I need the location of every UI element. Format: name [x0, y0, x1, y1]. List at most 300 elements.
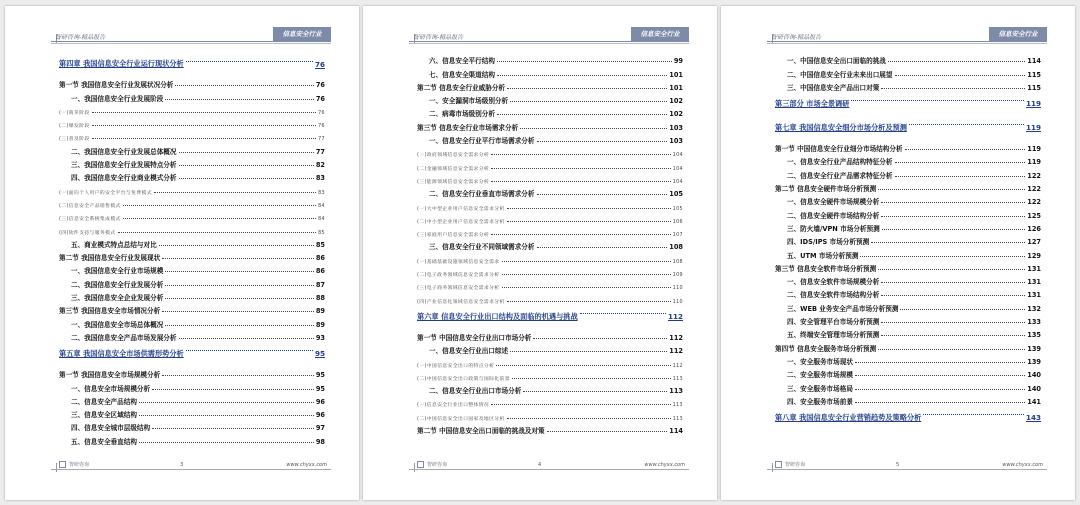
toc-entry-item[interactable]: [59, 103, 325, 116]
toc-leader-dots: [507, 301, 671, 302]
table-of-contents: [775, 52, 1041, 430]
toc-entry-title: 二、我国信息安全产品市场发展分析: [71, 333, 177, 342]
toc-entry-page: 141: [1027, 397, 1041, 406]
toc-entry-sub[interactable]: [59, 156, 325, 169]
toc-entry-page: 84: [318, 217, 325, 223]
toc-entry-section[interactable]: [417, 79, 683, 92]
toc-entry-chapter[interactable]: [775, 116, 1041, 140]
toc-entry-title: 二、中国信息安全行业未来出口展望: [787, 70, 893, 79]
toc-entry-title: 五、信息安全垂直结构: [71, 437, 137, 446]
toc-entry-section[interactable]: [417, 118, 683, 131]
toc-entry-page: 77: [318, 137, 325, 143]
toc-entry-page: 112: [667, 312, 683, 322]
toc-leader-dots: [92, 138, 317, 139]
toc-entry-sub[interactable]: [417, 52, 683, 65]
header-badge: 信息安全行业: [631, 27, 689, 41]
toc-entry-item[interactable]: [417, 158, 683, 171]
toc-leader-dots: [139, 442, 314, 443]
toc-entry-title: (三)家庭用户信息安全需求分析: [417, 233, 490, 239]
toc-entry-title: 第一节 中国信息安全行业出口市场分析: [417, 333, 532, 342]
toc-entry-item[interactable]: [417, 408, 683, 421]
toc-entry-sub[interactable]: [59, 89, 325, 102]
toc-leader-dots: [179, 178, 314, 179]
toc-leader-dots: [855, 389, 1025, 390]
toc-leader-dots: [154, 192, 316, 193]
toc-entry-sub[interactable]: [775, 246, 1041, 259]
toc-entry-sub[interactable]: [775, 353, 1041, 366]
toc-leader-dots: [175, 85, 313, 86]
toc-entry-title: (四)产业信息化领域信息安全需求分析: [417, 299, 505, 305]
toc-entry-title: (二)信息安全产品销售模式: [59, 203, 121, 209]
toc-entry-sub[interactable]: [59, 432, 325, 445]
toc-entry-sub[interactable]: [775, 166, 1041, 179]
toc-leader-dots: [162, 258, 314, 259]
brand-logo-icon: [775, 461, 782, 468]
toc-entry-title: (一)面向个人用户的安全平台与免费模式: [59, 190, 152, 196]
toc-leader-dots: [881, 282, 1025, 283]
toc-leader-dots: [520, 128, 667, 129]
toc-entry-title: 一、我国信息安全行业发展阶段: [71, 94, 164, 103]
toc-entry-title: 二、信息安全产品结构: [71, 397, 137, 406]
toc-entry-page: 139: [1027, 357, 1041, 366]
toc-entry-title: 二、病毒市场级别分析: [429, 110, 495, 119]
toc-entry-title: 七、信息安全渠道结构: [429, 70, 495, 79]
toc-entry-page: 115: [1027, 70, 1041, 79]
toc-entry-page: 101: [669, 70, 683, 79]
toc-entry-sub[interactable]: [417, 382, 683, 395]
toc-entry-page: 115: [1027, 83, 1041, 92]
toc-entry-sub[interactable]: [59, 142, 325, 155]
toc-entry-sub[interactable]: [775, 206, 1041, 219]
toc-entry-page: 96: [315, 411, 325, 420]
toc-entry-page: 119: [1025, 123, 1041, 133]
toc-entry-title: 一、我国信息安全行业市场规模: [71, 267, 164, 276]
toc-entry-item[interactable]: [417, 395, 683, 408]
toc-leader-dots: [165, 271, 314, 272]
toc-entry-title: (一)基础基础设施领域信息安全需求: [417, 259, 500, 265]
toc-entry-sub[interactable]: [775, 153, 1041, 166]
toc-entry-page: 126: [1027, 224, 1041, 233]
toc-entry-item[interactable]: [59, 129, 325, 142]
toc-entry-sub[interactable]: [775, 233, 1041, 246]
toc-entry-sub[interactable]: [59, 289, 325, 302]
toc-entry-page: 95: [315, 384, 325, 393]
toc-entry-page: 107: [672, 233, 683, 239]
toc-entry-page: 140: [1027, 384, 1041, 393]
toc-leader-dots: [909, 124, 1024, 125]
toc-entry-page: 119: [1027, 158, 1041, 167]
toc-entry-sub[interactable]: [775, 299, 1041, 312]
toc-entry-sub[interactable]: [59, 262, 325, 275]
brand-logo-icon: [59, 461, 66, 468]
toc-entry-title: 三、我国信息安全企业发展分析: [71, 294, 164, 303]
toc-entry-title: 四、安全服务市场前景: [787, 397, 853, 406]
toc-entry-section[interactable]: [417, 422, 683, 435]
toc-entry-page: 104: [672, 153, 683, 159]
toc-entry-title: 二、信息安全硬件市场结构分析: [787, 211, 880, 220]
toc-entry-title: 一、安全漏洞市场级别分析: [429, 97, 509, 106]
table-of-contents: [417, 52, 683, 435]
footer-brand-text: 智研咨询: [69, 462, 90, 468]
toc-entry-chapter[interactable]: [59, 52, 325, 76]
toc-entry-title: (一)信息安全行业出口整体情况: [417, 403, 490, 409]
toc-entry-page: 95: [315, 371, 325, 380]
toc-leader-dots: [871, 242, 1025, 243]
toc-entry-title: 二、信息安全软件市场结构分析: [787, 291, 880, 300]
toc-entry-sub[interactable]: [775, 286, 1041, 299]
toc-entry-title: 第二节 我国信息安全行业发展现状: [59, 254, 161, 263]
toc-entry-sub[interactable]: [59, 419, 325, 432]
toc-leader-dots: [878, 269, 1025, 270]
toc-entry-item[interactable]: [417, 278, 683, 291]
toc-entry-title: (二)中国信息安全出口国家及地区分析: [417, 416, 505, 422]
toc-entry-item[interactable]: [417, 145, 683, 158]
toc-leader-dots: [179, 338, 314, 339]
header-rule-thin: [409, 43, 689, 44]
header-rule-thin: [767, 43, 1047, 44]
toc-entry-item[interactable]: [417, 291, 683, 304]
toc-entry-title: 第三节 信息安全软件市场分析预测: [775, 264, 877, 273]
toc-entry-sub[interactable]: [417, 185, 683, 198]
toc-entry-item[interactable]: [417, 198, 683, 211]
toc-entry-sub[interactable]: [59, 236, 325, 249]
toc-entry-sub[interactable]: [59, 315, 325, 328]
toc-leader-dots: [580, 313, 666, 314]
toc-entry-section[interactable]: [775, 260, 1041, 273]
toc-entry-title: 五、商业模式特点总结与对比: [71, 240, 157, 249]
toc-entry-page: 104: [672, 179, 683, 185]
toc-leader-dots: [881, 295, 1025, 296]
toc-entry-page: 113: [672, 416, 683, 422]
toc-entry-page: 132: [1027, 304, 1041, 313]
page-number: 3: [180, 462, 184, 468]
document-page: [5, 6, 359, 500]
toc-entry-title: 第四章 我国信息安全行业运行现状分析: [59, 59, 184, 68]
toc-entry-page: 86: [315, 254, 325, 263]
toc-leader-dots: [491, 181, 671, 182]
toc-entry-title: 第八章 我国信息安全行业营销趋势及策略分析: [775, 412, 922, 422]
toc-entry-item[interactable]: [417, 265, 683, 278]
toc-entry-sub[interactable]: [775, 393, 1041, 406]
toc-entry-item[interactable]: [59, 209, 325, 222]
toc-leader-dots: [547, 431, 668, 432]
toc-entry-page: 112: [669, 333, 683, 342]
toc-entry-section[interactable]: [59, 366, 325, 379]
toc-entry-sub[interactable]: [59, 379, 325, 392]
toc-leader-dots: [895, 176, 1026, 177]
toc-entry-item[interactable]: [417, 225, 683, 238]
toc-entry-page: 102: [669, 110, 683, 119]
toc-entry-page: 108: [672, 259, 683, 265]
toc-entry-page: 108: [669, 243, 683, 252]
toc-entry-page: 112: [669, 347, 683, 356]
toc-entry-page: 76: [315, 94, 325, 103]
toc-leader-dots: [523, 391, 667, 392]
toc-leader-dots: [888, 61, 1025, 62]
toc-entry-item[interactable]: [417, 369, 683, 382]
toc-entry-page: 104: [672, 166, 683, 172]
toc-entry-title: 第三节 我国信息安全市场情况分析: [59, 307, 161, 316]
toc-leader-dots: [507, 418, 671, 419]
toc-leader-dots: [537, 194, 668, 195]
toc-entry-item[interactable]: [59, 196, 325, 209]
toc-entry-page: 131: [1027, 278, 1041, 287]
toc-entry-title: 四、IDS/IPS 市场分析预测: [787, 238, 870, 247]
toc-entry-title: 三、我国信息安全行业发展特点分析: [71, 161, 177, 170]
toc-entry-page: 103: [669, 137, 683, 146]
toc-entry-page: 122: [1027, 185, 1041, 194]
toc-entry-page: 76: [315, 81, 325, 90]
toc-entry-sub[interactable]: [417, 65, 683, 78]
table-of-contents: [59, 52, 325, 446]
toc-entry-page: 88: [315, 294, 325, 303]
header-left-text: 智研咨询-精品报告: [55, 34, 106, 41]
toc-entry-section[interactable]: [775, 180, 1041, 193]
toc-leader-dots: [162, 375, 314, 376]
toc-entry-page: 106: [672, 219, 683, 225]
toc-entry-title: 一、信息安全硬件市场规模分析: [787, 198, 880, 207]
footer-brand-text: 智研咨询: [785, 462, 806, 468]
toc-leader-dots: [123, 205, 316, 206]
toc-leader-dots: [510, 101, 667, 102]
toc-entry-page: 133: [1027, 318, 1041, 327]
toc-leader-dots: [491, 234, 671, 235]
toc-entry-section[interactable]: [775, 339, 1041, 352]
toc-leader-dots: [491, 168, 671, 169]
toc-entry-title: 第三部分 市场全景调研: [775, 98, 850, 108]
toc-leader-dots: [186, 350, 313, 351]
page-number: 4: [538, 462, 542, 468]
toc-entry-page: 87: [315, 280, 325, 289]
toc-entry-title: 五、UTM 市场分析预测: [787, 251, 859, 260]
toc-entry-page: 103: [669, 123, 683, 132]
toc-entry-sub[interactable]: [775, 273, 1041, 286]
toc-entry-page: 84: [318, 203, 325, 209]
toc-entry-title: (三)能源领域信息安全需求分析: [417, 179, 490, 185]
toc-leader-dots: [92, 112, 317, 113]
toc-leader-dots: [497, 61, 672, 62]
toc-leader-dots: [881, 335, 1025, 336]
toc-entry-sub[interactable]: [417, 342, 683, 355]
toc-entry-page: 98: [315, 437, 325, 446]
toc-leader-dots: [537, 141, 668, 142]
toc-leader-dots: [881, 202, 1025, 203]
toc-leader-dots: [851, 100, 1024, 101]
toc-leader-dots: [179, 165, 314, 166]
toc-entry-page: 110: [672, 299, 683, 305]
toc-entry-page: 77: [315, 147, 325, 156]
toc-leader-dots: [923, 414, 1024, 415]
toc-leader-dots: [165, 325, 314, 326]
toc-leader-dots: [165, 285, 314, 286]
toc-entry-sub[interactable]: [59, 329, 325, 342]
toc-entry-page: 122: [1027, 198, 1041, 207]
toc-entry-sub[interactable]: [775, 65, 1041, 78]
toc-entry-sub[interactable]: [775, 220, 1041, 233]
toc-entry-page: 105: [672, 206, 683, 212]
toc-leader-dots: [895, 75, 1026, 76]
toc-entry-section[interactable]: [59, 76, 325, 89]
toc-leader-dots: [159, 245, 314, 246]
toc-leader-dots: [496, 365, 670, 366]
toc-entry-title: 第六章 信息安全行业出口结构及面临的机遇与挑战: [417, 311, 578, 321]
toc-entry-page: 97: [315, 424, 325, 433]
toc-entry-page: 114: [669, 427, 683, 436]
toc-entry-page: 101: [669, 83, 683, 92]
margin-corner-mark: [47, 463, 57, 472]
document-page: [363, 6, 717, 500]
toc-leader-dots: [900, 309, 1025, 310]
toc-leader-dots: [139, 402, 314, 403]
toc-entry-page: 95: [314, 349, 325, 359]
toc-entry-sub[interactable]: [775, 79, 1041, 92]
toc-entry-page: 76: [318, 124, 325, 130]
toc-entry-sub[interactable]: [417, 132, 683, 145]
toc-entry-title: 第一节 我国信息安全行业发展状况分析: [59, 81, 174, 90]
toc-entry-sub[interactable]: [417, 92, 683, 105]
footer-brand: [59, 461, 89, 468]
toc-entry-title: 一、信息安全行业出口综述: [429, 347, 509, 356]
toc-leader-dots: [162, 311, 314, 312]
toc-entry-page: 96: [315, 397, 325, 406]
page-number: 5: [896, 462, 900, 468]
toc-entry-title: 四、信息安全城市层级结构: [71, 424, 151, 433]
toc-entry-title: 二、安全服务市场规模: [787, 371, 853, 380]
toc-leader-dots: [881, 88, 1025, 89]
toc-entry-sub[interactable]: [59, 406, 325, 419]
toc-entry-title: 二、我国信息安全行业发展总体概况: [71, 147, 177, 156]
toc-entry-section[interactable]: [59, 249, 325, 262]
toc-entry-page: 119: [1025, 99, 1041, 109]
toc-entry-page: 119: [1027, 145, 1041, 154]
toc-leader-dots: [152, 428, 314, 429]
toc-entry-item[interactable]: [417, 172, 683, 185]
toc-entry-title: 二、信息安全行业出口市场分析: [429, 387, 522, 396]
toc-entry-title: 三、防火墙/VPN 市场分析预测: [787, 224, 880, 233]
toc-entry-title: 第一节 中国信息安全行业细分市场结构分析: [775, 145, 903, 154]
header-rule: [51, 41, 331, 42]
toc-entry-chapter[interactable]: [417, 305, 683, 329]
toc-entry-title: 第二节 信息安全行业威胁分析: [417, 83, 506, 92]
toc-leader-dots: [860, 256, 1025, 257]
toc-entry-section[interactable]: [417, 329, 683, 342]
footer-brand: [417, 461, 447, 468]
toc-entry-sub[interactable]: [775, 379, 1041, 392]
toc-entry-title: 六、信息安全平行结构: [429, 57, 495, 66]
header-left-text: 智研咨询-精品报告: [771, 34, 822, 41]
toc-entry-page: 89: [315, 320, 325, 329]
toc-leader-dots: [537, 247, 668, 248]
toc-entry-sub[interactable]: [775, 193, 1041, 206]
toc-entry-title: 一、安全服务市场现状: [787, 357, 853, 366]
toc-leader-dots: [165, 99, 314, 100]
toc-entry-title: 三、信息安全区域结构: [71, 411, 137, 420]
toc-leader-dots: [881, 322, 1025, 323]
toc-entry-item[interactable]: [59, 182, 325, 195]
toc-leader-dots: [186, 61, 313, 62]
toc-entry-item[interactable]: [59, 222, 325, 235]
toc-entry-page: 114: [1027, 57, 1041, 66]
toc-entry-sub[interactable]: [775, 366, 1041, 379]
margin-corner-mark: [405, 463, 415, 472]
toc-leader-dots: [878, 189, 1025, 190]
toc-entry-chapter[interactable]: [59, 342, 325, 366]
header-rule-thin: [51, 43, 331, 44]
toc-leader-dots: [878, 349, 1025, 350]
toc-entry-title: (二)中小型企业用户信息安全需求分析: [417, 219, 505, 225]
toc-entry-title: 一、信息安全行业平行市场需求分析: [429, 137, 535, 146]
toc-entry-sub[interactable]: [417, 238, 683, 251]
toc-entry-sub[interactable]: [775, 52, 1041, 65]
document-page: [721, 6, 1075, 500]
toc-entry-item[interactable]: [59, 116, 325, 129]
toc-entry-title: 第五章 我国信息安全市场供需形势分析: [59, 348, 184, 358]
header-badge: 信息安全行业: [989, 27, 1047, 41]
toc-entry-page: 113: [669, 387, 683, 396]
header-rule: [767, 41, 1047, 42]
footer-rule: [767, 469, 1047, 470]
toc-leader-dots: [905, 149, 1026, 150]
toc-entry-page: 131: [1027, 264, 1041, 273]
footer-site: www.chyxx.com: [286, 462, 327, 468]
toc-entry-page: 93: [315, 333, 325, 342]
toc-entry-chapter[interactable]: [775, 406, 1041, 430]
toc-entry-page: 125: [1027, 211, 1041, 220]
toc-entry-title: 二、信息安全行业垂直市场需求分析: [429, 190, 535, 199]
toc-entry-title: 三、WEB 业务安全产品市场分析预测: [787, 304, 899, 313]
toc-entry-title: (四)软件支持与服务模式: [59, 230, 116, 236]
toc-entry-title: (三)电子商务领域信息安全需求分析: [417, 286, 500, 292]
toc-leader-dots: [881, 216, 1025, 217]
toc-leader-dots: [92, 125, 317, 126]
footer-rule: [409, 469, 689, 470]
toc-leader-dots: [507, 221, 671, 222]
toc-entry-section[interactable]: [59, 302, 325, 315]
header-rule: [409, 41, 689, 42]
toc-entry-sub[interactable]: [59, 169, 325, 182]
toc-leader-dots: [882, 229, 1026, 230]
toc-entry-sub[interactable]: [775, 313, 1041, 326]
toc-leader-dots: [533, 338, 667, 339]
toc-entry-title: 第七章 我国信息安全细分市场分析及预测: [775, 122, 907, 132]
footer-rule: [51, 469, 331, 470]
toc-entry-sub[interactable]: [775, 326, 1041, 339]
toc-entry-title: 五、终端安全管理市场分析预测: [787, 331, 880, 340]
toc-entry-item[interactable]: [417, 251, 683, 264]
toc-entry-page: 131: [1027, 291, 1041, 300]
toc-entry-page: 82: [315, 161, 325, 170]
toc-entry-sub[interactable]: [59, 275, 325, 288]
toc-entry-chapter[interactable]: [775, 92, 1041, 116]
toc-entry-section[interactable]: [775, 140, 1041, 153]
toc-leader-dots: [497, 75, 667, 76]
toc-entry-page: 86: [315, 267, 325, 276]
toc-leader-dots: [179, 152, 314, 153]
toc-entry-title: 一、我国信息安全市场总体概况: [71, 320, 164, 329]
toc-entry-item[interactable]: [417, 355, 683, 368]
toc-entry-item[interactable]: [417, 212, 683, 225]
toc-leader-dots: [118, 232, 317, 233]
footer-site: www.chyxx.com: [1002, 462, 1043, 468]
toc-leader-dots: [123, 218, 316, 219]
toc-entry-sub[interactable]: [59, 393, 325, 406]
toc-leader-dots: [152, 389, 314, 390]
toc-leader-dots: [510, 351, 667, 352]
toc-entry-sub[interactable]: [417, 105, 683, 118]
toc-entry-title: 三、安全服务市场格局: [787, 384, 853, 393]
toc-leader-dots: [855, 402, 1025, 403]
toc-entry-title: 一、信息安全软件市场规模分析: [787, 278, 880, 287]
